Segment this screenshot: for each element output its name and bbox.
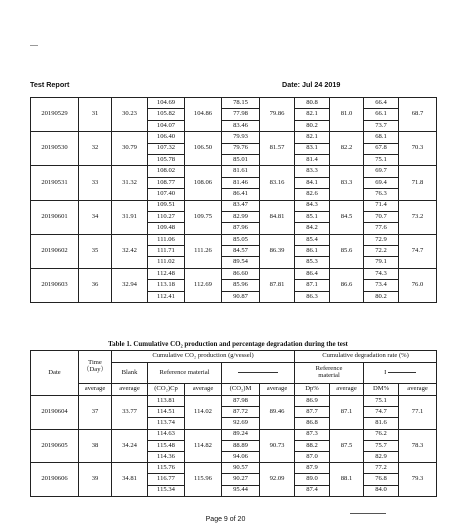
sub-header-average: average — [260, 384, 295, 396]
dm-value-cell: 66.1 — [364, 109, 399, 120]
test-average-cell: 83.16 — [260, 166, 295, 200]
dp-value-cell: 87.7 — [295, 407, 330, 418]
reference-value-cell: 107.40 — [148, 189, 185, 200]
dp-value-cell: 83.3 — [295, 166, 330, 177]
dp-average-cell: 87.5 — [330, 429, 364, 463]
reference-value-cell: 114.36 — [148, 451, 185, 462]
test-value-cell: 81.46 — [222, 177, 260, 188]
test-value-cell: 83.47 — [222, 200, 260, 211]
dp-value-cell: 84.2 — [295, 223, 330, 234]
blank-average-cell: 34.81 — [112, 463, 148, 497]
blank-average-cell: 30.23 — [112, 98, 148, 132]
dp-average-cell: 84.5 — [330, 200, 364, 234]
date-cell: 20190529 — [31, 98, 79, 132]
col-header-time-unit: （Day） — [82, 366, 108, 373]
test-value-cell: 90.57 — [222, 463, 260, 474]
test-value-cell: 85.96 — [222, 280, 260, 291]
day-cell: 35 — [79, 234, 112, 268]
redacted-line — [238, 372, 278, 373]
sub-header-average: average — [79, 384, 112, 396]
test-value-cell: 85.05 — [222, 234, 260, 245]
test-value-cell: 81.61 — [222, 166, 260, 177]
dp-value-cell: 85.4 — [295, 234, 330, 245]
dp-value-cell: 85.3 — [295, 257, 330, 268]
test-value-cell: 89.54 — [222, 257, 260, 268]
report-date: Date: Jul 24 2019 — [282, 80, 341, 89]
test-value-cell: 86.60 — [222, 268, 260, 279]
dp-average-cell: 85.6 — [330, 234, 364, 268]
dm-value-cell: 75.7 — [364, 440, 399, 451]
reference-value-cell: 112.41 — [148, 291, 185, 302]
dm-value-cell: 76.3 — [364, 189, 399, 200]
dp-value-cell: 82.1 — [295, 132, 330, 143]
dp-average-cell: 81.0 — [330, 98, 364, 132]
scan-mark — [350, 513, 386, 514]
dp-value-cell: 84.3 — [295, 200, 330, 211]
test-value-cell: 86.41 — [222, 189, 260, 200]
dm-value-cell: 77.2 — [364, 463, 399, 474]
dm-value-cell: 80.2 — [364, 291, 399, 302]
blank-average-cell: 34.24 — [112, 429, 148, 463]
test-value-cell: 82.99 — [222, 211, 260, 222]
reference-average-cell: 104.86 — [185, 98, 222, 132]
col-header-reference-deg-2: material — [318, 372, 340, 379]
day-cell: 33 — [79, 166, 112, 200]
reference-value-cell: 109.51 — [148, 200, 185, 211]
blank-average-cell: 30.79 — [112, 132, 148, 166]
dp-value-cell: 80.2 — [295, 120, 330, 131]
dp-value-cell: 89.0 — [295, 474, 330, 485]
dp-value-cell: 81.4 — [295, 154, 330, 165]
dm-value-cell: 68.1 — [364, 132, 399, 143]
dm-average-cell: 79.3 — [399, 463, 437, 497]
test-value-cell: 79.76 — [222, 143, 260, 154]
test-value-cell: 85.01 — [222, 154, 260, 165]
reference-value-cell: 108.77 — [148, 177, 185, 188]
dm-value-cell: 75.1 — [364, 154, 399, 165]
dm-value-cell: 72.2 — [364, 246, 399, 257]
test-value-cell: 90.87 — [222, 291, 260, 302]
day-cell: 32 — [79, 132, 112, 166]
reference-value-cell: 108.02 — [148, 166, 185, 177]
blank-average-cell: 33.77 — [112, 396, 148, 430]
test-average-cell: 89.46 — [260, 396, 295, 430]
top-table-body — [31, 98, 437, 303]
test-value-cell: 88.89 — [222, 440, 260, 451]
reference-value-cell: 104.07 — [148, 120, 185, 131]
day-cell: 37 — [79, 396, 112, 430]
sub-header-co2m: (CO₂)M — [222, 384, 260, 396]
reference-value-cell: 114.51 — [148, 407, 185, 418]
reference-value-cell: 105.82 — [148, 109, 185, 120]
blank-average-cell: 32.94 — [112, 268, 148, 302]
sub-header-average: average — [399, 384, 437, 396]
dp-value-cell: 84.1 — [295, 177, 330, 188]
reference-value-cell: 113.74 — [148, 418, 185, 429]
col-header-reference-deg — [295, 363, 364, 384]
day-cell: 38 — [79, 429, 112, 463]
dp-value-cell: 87.1 — [295, 280, 330, 291]
date-cell: 20190605 — [31, 429, 79, 463]
reference-value-cell: 114.63 — [148, 429, 185, 440]
col-header-reference-deg-1: Reference — [315, 365, 343, 373]
dp-value-cell: 86.4 — [295, 268, 330, 279]
dm-value-cell: 74.7 — [364, 407, 399, 418]
reference-value-cell: 112.48 — [148, 268, 185, 279]
date-cell: 20190531 — [31, 166, 79, 200]
reference-average-cell: 115.96 — [185, 463, 222, 497]
col-header-test-deg — [364, 363, 437, 384]
dm-average-cell: 76.0 — [399, 268, 437, 302]
bottom-table-body — [31, 351, 437, 497]
test-average-cell: 84.81 — [260, 200, 295, 234]
table-row — [31, 396, 437, 407]
dp-value-cell: 82.1 — [295, 109, 330, 120]
dm-average-cell: 68.7 — [399, 98, 437, 132]
col-header-cum-production: Cumulative CO₂ production (g/vessel) — [112, 351, 295, 363]
dp-value-cell: 87.4 — [295, 485, 330, 496]
page-number: Page 9 of 20 — [205, 516, 246, 523]
dm-value-cell: 72.9 — [364, 234, 399, 245]
dm-value-cell: 73.4 — [364, 280, 399, 291]
dm-average-cell: 73.2 — [399, 200, 437, 234]
dp-value-cell: 87.9 — [295, 463, 330, 474]
test-average-cell: 87.81 — [260, 268, 295, 302]
dm-value-cell: 82.9 — [364, 451, 399, 462]
dm-value-cell: 77.6 — [364, 223, 399, 234]
test-value-cell: 90.27 — [222, 474, 260, 485]
blank-average-cell: 31.32 — [112, 166, 148, 200]
test-average-cell: 90.73 — [260, 429, 295, 463]
col-header-test-blank — [222, 363, 295, 384]
reference-value-cell: 113.18 — [148, 280, 185, 291]
dp-value-cell: 86.3 — [295, 291, 330, 302]
dp-value-cell: 87.0 — [295, 451, 330, 462]
dp-average-cell: 83.3 — [330, 166, 364, 200]
col-header-time — [79, 351, 112, 384]
dp-value-cell: 86.8 — [295, 418, 330, 429]
test-average-cell: 86.39 — [260, 234, 295, 268]
reference-value-cell: 115.76 — [148, 463, 185, 474]
reference-average-cell: 108.06 — [185, 166, 222, 200]
test-value-cell: 89.24 — [222, 429, 260, 440]
col-header-blank: Blank — [112, 363, 148, 384]
reference-average-cell: 112.69 — [185, 268, 222, 302]
reference-value-cell: 105.78 — [148, 154, 185, 165]
dp-value-cell: 83.1 — [295, 143, 330, 154]
dm-average-cell: 77.1 — [399, 396, 437, 430]
reference-value-cell: 115.34 — [148, 485, 185, 496]
table-row — [31, 463, 437, 474]
date-cell: 20190530 — [31, 132, 79, 166]
dm-value-cell: 73.7 — [364, 120, 399, 131]
dp-average-cell: 88.1 — [330, 463, 364, 497]
day-cell: 31 — [79, 98, 112, 132]
scan-smudge — [30, 45, 38, 46]
test-value-cell: 92.69 — [222, 418, 260, 429]
dp-value-cell: 88.2 — [295, 440, 330, 451]
date-cell: 20190604 — [31, 396, 79, 430]
reference-average-cell: 106.50 — [185, 132, 222, 166]
test-value-cell: 87.98 — [222, 396, 260, 407]
dp-value-cell: 86.9 — [295, 396, 330, 407]
dm-value-cell: 67.8 — [364, 143, 399, 154]
day-cell: 39 — [79, 463, 112, 497]
test-value-cell: 84.57 — [222, 246, 260, 257]
dm-value-cell: 74.3 — [364, 268, 399, 279]
blank-average-cell: 31.91 — [112, 200, 148, 234]
test-value-cell: 77.98 — [222, 109, 260, 120]
table-row — [31, 429, 437, 440]
dm-value-cell: 81.6 — [364, 418, 399, 429]
test-value-cell: 95.44 — [222, 485, 260, 496]
test-average-cell: 92.09 — [260, 463, 295, 497]
date-cell: 20190601 — [31, 200, 79, 234]
dm-average-cell: 71.8 — [399, 166, 437, 200]
table-row — [31, 132, 437, 143]
reference-average-cell: 111.26 — [185, 234, 222, 268]
bottom-data-table — [30, 350, 437, 497]
dm-average-cell: 74.7 — [399, 234, 437, 268]
test-value-cell: 78.15 — [222, 98, 260, 109]
test-average-cell: 81.57 — [260, 132, 295, 166]
test-value-cell: 83.46 — [222, 120, 260, 131]
table-row — [31, 166, 437, 177]
dp-value-cell: 80.8 — [295, 98, 330, 109]
test-value-cell: 94.06 — [222, 451, 260, 462]
dm-average-cell: 70.3 — [399, 132, 437, 166]
reference-value-cell: 113.81 — [148, 396, 185, 407]
top-data-table — [30, 97, 437, 303]
test-average-cell: 79.86 — [260, 98, 295, 132]
col-header-cum-degradation: Cumulative degradation rate (%) — [295, 351, 437, 363]
reference-value-cell: 109.48 — [148, 223, 185, 234]
reference-value-cell: 110.27 — [148, 211, 185, 222]
reference-value-cell: 106.40 — [148, 132, 185, 143]
reference-average-cell: 114.82 — [185, 429, 222, 463]
sub-header-co2cp: (CO₂)Cp — [148, 384, 185, 396]
reference-average-cell: 114.02 — [185, 396, 222, 430]
reference-value-cell: 111.02 — [148, 257, 185, 268]
redacted-line — [388, 372, 416, 373]
date-cell: 20190603 — [31, 268, 79, 302]
table-caption: Table 1. Cumulative CO₂ production and percentage degradation during the test — [108, 340, 348, 348]
test-value-cell: 87.96 — [222, 223, 260, 234]
test-value-cell: 87.72 — [222, 407, 260, 418]
col-header-reference: Reference material — [148, 363, 222, 384]
sub-header-average: average — [185, 384, 222, 396]
dm-value-cell: 76.8 — [364, 474, 399, 485]
dm-value-cell: 84.0 — [364, 485, 399, 496]
blank-average-cell: 32.42 — [112, 234, 148, 268]
date-cell: 20190606 — [31, 463, 79, 497]
sub-header-average: average — [330, 384, 364, 396]
dm-value-cell: 75.1 — [364, 396, 399, 407]
col-header-time-label: Time — [88, 359, 102, 367]
day-cell: 34 — [79, 200, 112, 234]
dm-value-cell: 66.4 — [364, 98, 399, 109]
sub-header-dp: Dp% — [295, 384, 330, 396]
reference-value-cell: 107.32 — [148, 143, 185, 154]
col-header-test-mark: I — [384, 368, 387, 376]
dm-average-cell: 78.3 — [399, 429, 437, 463]
dp-value-cell: 86.1 — [295, 246, 330, 257]
dp-average-cell: 86.6 — [330, 268, 364, 302]
dm-value-cell: 69.4 — [364, 177, 399, 188]
dm-value-cell: 76.2 — [364, 429, 399, 440]
table-row — [31, 268, 437, 279]
col-header-date: Date — [31, 351, 79, 396]
reference-average-cell: 109.75 — [185, 200, 222, 234]
table-row — [31, 200, 437, 211]
reference-value-cell: 115.48 — [148, 440, 185, 451]
reference-value-cell: 111.71 — [148, 246, 185, 257]
reference-value-cell: 111.06 — [148, 234, 185, 245]
table-row — [31, 98, 437, 109]
table-row — [31, 234, 437, 245]
sub-header-average: average — [112, 384, 148, 396]
dm-value-cell: 69.7 — [364, 166, 399, 177]
dp-average-cell: 82.2 — [330, 132, 364, 166]
reference-value-cell: 116.77 — [148, 474, 185, 485]
dp-average-cell: 87.1 — [330, 396, 364, 430]
date-cell: 20190602 — [31, 234, 79, 268]
sub-header-dm: DM% — [364, 384, 399, 396]
dp-value-cell: 82.6 — [295, 189, 330, 200]
dm-value-cell: 79.1 — [364, 257, 399, 268]
dp-value-cell: 85.1 — [295, 211, 330, 222]
reference-value-cell: 104.69 — [148, 98, 185, 109]
dp-value-cell: 87.3 — [295, 429, 330, 440]
dm-value-cell: 71.4 — [364, 200, 399, 211]
test-value-cell: 79.93 — [222, 132, 260, 143]
report-title: Test Report — [30, 80, 70, 89]
dm-value-cell: 70.7 — [364, 211, 399, 222]
day-cell: 36 — [79, 268, 112, 302]
